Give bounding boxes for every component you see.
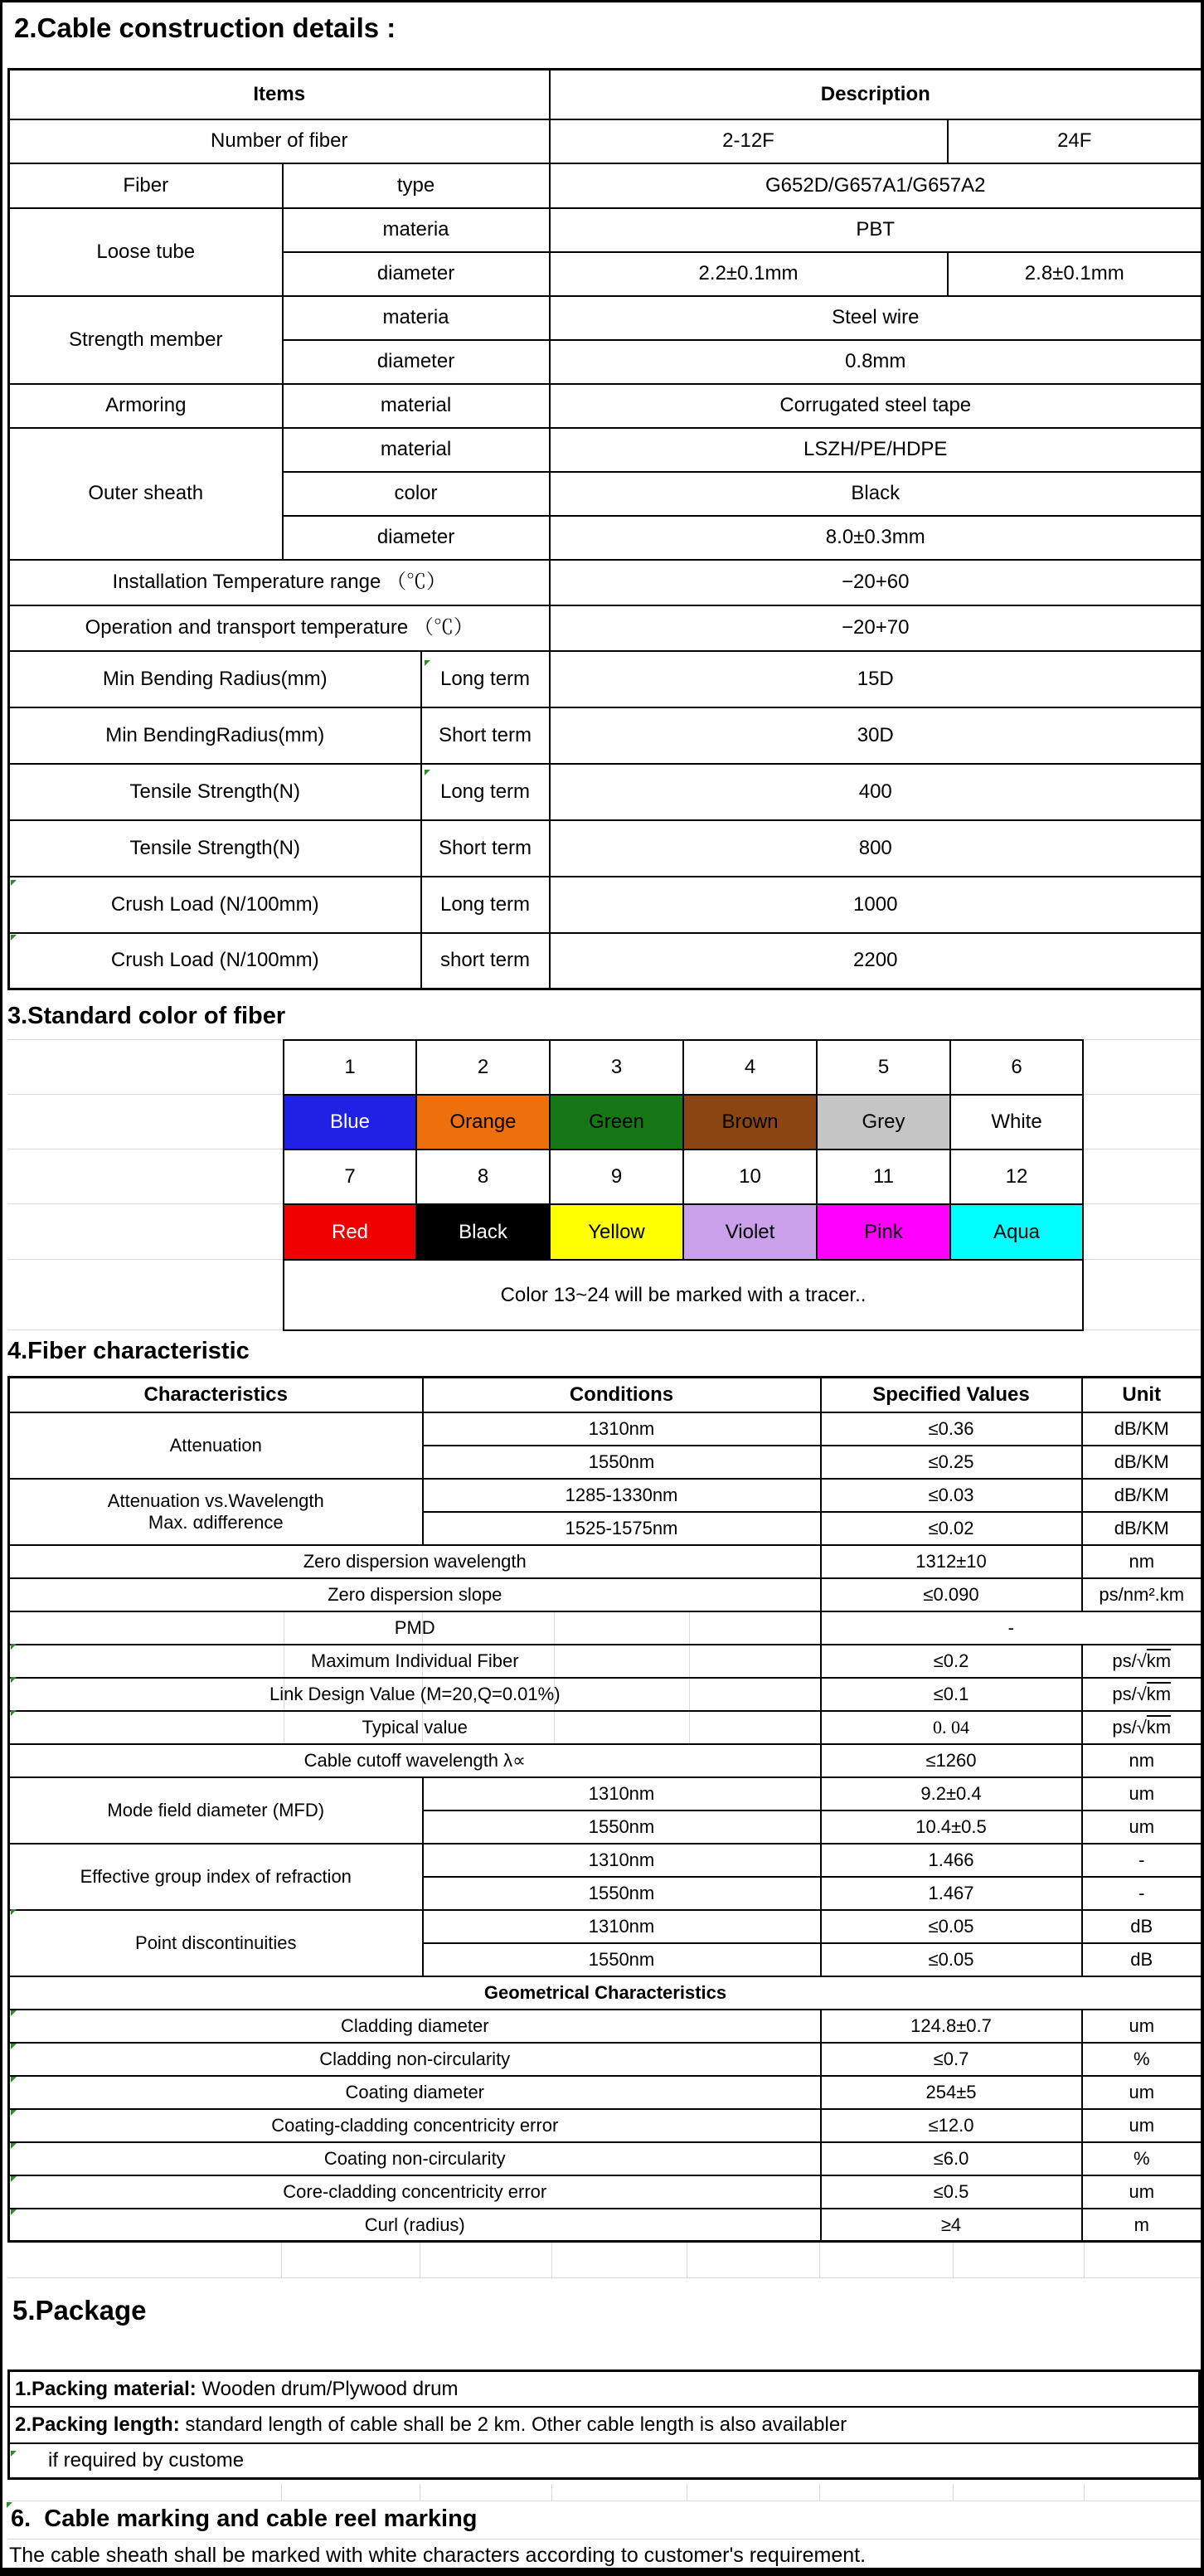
table-row — [9, 1545, 1202, 1578]
table-row — [9, 1744, 1202, 1777]
unit-cell: dB — [1082, 1943, 1202, 1976]
row-label: Cable cutoff wavelength λ∝ — [9, 1744, 821, 1777]
cell-value: 15D — [550, 651, 1202, 707]
value-cell: ≤0.05 — [821, 1943, 1082, 1976]
fiber-number: 11 — [817, 1149, 950, 1204]
section3-title: 3.Standard color of fiber — [7, 1003, 286, 1029]
table-row — [9, 70, 1202, 119]
row-label: Min Bending Radius(mm) — [9, 651, 421, 707]
unit-cell: dB/KM — [1082, 1412, 1202, 1446]
unit-cell: % — [1082, 2142, 1202, 2175]
condition-cell: 1310nm — [423, 1412, 821, 1446]
unit-cell: um — [1082, 2109, 1202, 2142]
cell-value: 800 — [550, 820, 1202, 877]
value-cell: 0. 04 — [821, 1711, 1082, 1744]
table-row — [9, 651, 1202, 707]
condition-cell: 1550nm — [423, 1446, 821, 1479]
table-row — [284, 1095, 1083, 1149]
table-row — [9, 2043, 1202, 2076]
fiber-color-swatch: Green — [550, 1095, 683, 1149]
cell-flag-triangle — [11, 880, 17, 886]
unit-cell: % — [1082, 2043, 1202, 2076]
cell-flag-triangle — [11, 2176, 17, 2182]
unit-cell: um — [1082, 2175, 1202, 2209]
table-row — [9, 1378, 1202, 1412]
unit-cell: um — [1082, 1810, 1202, 1844]
condition-cell: 1310nm — [423, 1910, 821, 1943]
unit-cell: um — [1082, 2010, 1202, 2043]
row-label: Coating-cladding concentricity error — [9, 2109, 821, 2142]
cell-flag-triangle — [11, 1677, 17, 1683]
cell-value: 0.8mm — [550, 340, 1202, 384]
table-row — [9, 1777, 1202, 1810]
row-label: Cladding diameter — [9, 2010, 821, 2043]
col-header-specified-values: Specified Values — [821, 1378, 1082, 1412]
table-row — [9, 764, 1202, 820]
empty-grid-strip — [7, 2243, 1201, 2278]
cell-flag-triangle — [11, 1909, 17, 1915]
table-row — [9, 119, 1202, 163]
fiber-color-swatch: Pink — [817, 1204, 950, 1260]
value-cell: ≤0.36 — [821, 1412, 1082, 1446]
cell-flag-triangle — [11, 2110, 17, 2116]
table-row — [9, 877, 1202, 933]
fiber-color-table — [283, 1039, 1084, 1331]
row-label: PMD — [9, 1611, 821, 1645]
row-label: Effective group index of refraction — [9, 1844, 423, 1910]
table-row — [9, 296, 1202, 340]
table-row — [284, 1149, 1083, 1204]
table-row — [9, 820, 1202, 877]
term-cell: Long term — [421, 877, 550, 933]
value-cell: 10.4±0.5 — [821, 1810, 1082, 1844]
row-label: Fiber — [9, 163, 283, 208]
cell-flag-triangle — [11, 2209, 17, 2215]
grid-line — [7, 2539, 1201, 2540]
table-row — [9, 933, 1202, 989]
row-label: Point discontinuities — [9, 1910, 423, 1976]
value-cell: ≤0.1 — [821, 1678, 1082, 1711]
row-sublabel: materia — [283, 296, 550, 340]
row-label: Number of fiber — [9, 119, 550, 163]
row-sublabel: type — [283, 163, 550, 208]
unit-cell: dB/KM — [1082, 1512, 1202, 1545]
value-cell: ≤0.25 — [821, 1446, 1082, 1479]
value-cell: ≤0.05 — [821, 1910, 1082, 1943]
condition-cell: 1310nm — [423, 1777, 821, 1810]
fiber-number: 7 — [284, 1149, 416, 1204]
cell-value: 8.0±0.3mm — [550, 516, 1202, 560]
cell-flag-triangle — [425, 660, 430, 666]
row-sublabel: diameter — [283, 340, 550, 384]
fiber-color-swatch: Blue — [284, 1095, 416, 1149]
empty-grid-strip — [7, 2484, 1201, 2501]
row-label: Attenuation — [9, 1412, 423, 1479]
condition-cell: 1550nm — [423, 1810, 821, 1844]
geometrical-header: Geometrical Characteristics — [9, 1976, 1202, 2010]
table-row — [9, 428, 1202, 472]
cell-flag-triangle — [11, 935, 17, 940]
value-cell: 124.8±0.7 — [821, 2010, 1082, 2043]
table-row — [9, 384, 1202, 428]
cell-value: PBT — [550, 208, 1202, 252]
cell-value: 24F — [948, 119, 1202, 163]
fiber-number: 10 — [683, 1149, 817, 1204]
unit-cell: ps/nm².km — [1082, 1578, 1202, 1611]
fiber-number: 8 — [416, 1149, 550, 1204]
row-label: Tensile Strength(N) — [9, 764, 421, 820]
table-row — [9, 1844, 1202, 1877]
condition-cell: 1285-1330nm — [423, 1479, 821, 1512]
bottom-border-bar — [2, 2568, 1201, 2576]
table-row — [9, 1645, 1202, 1678]
cell-value: 400 — [550, 764, 1202, 820]
col-header-conditions: Conditions — [423, 1378, 821, 1412]
section4-title: 4.Fiber characteristic — [7, 1338, 250, 1364]
col-header-unit: Unit — [1082, 1378, 1202, 1412]
col-header-description: Description — [550, 70, 1202, 119]
row-label — [9, 1479, 423, 1545]
cell-flag-triangle — [11, 1644, 17, 1650]
value-cell: ≤0.5 — [821, 2175, 1082, 2209]
fiber-color-swatch: Yellow — [550, 1204, 683, 1260]
cell-flag-triangle — [7, 2502, 12, 2508]
value-cell: 1312±10 — [821, 1545, 1082, 1578]
cell-flag-triangle — [425, 770, 430, 775]
term-cell: short term — [421, 933, 550, 989]
condition-cell: 1550nm — [423, 1877, 821, 1910]
unit-cell: - — [1082, 1844, 1202, 1877]
cell-value: −20+70 — [550, 605, 1202, 651]
condition-cell: 1550nm — [423, 1943, 821, 1976]
row-sublabel: diameter — [283, 252, 550, 296]
row-label: Curl (radius) — [9, 2209, 821, 2242]
unit-cell: m — [1082, 2209, 1202, 2242]
table-row — [9, 1910, 1202, 1943]
row-label: Zero dispersion wavelength — [9, 1545, 821, 1578]
table-row — [284, 1040, 1083, 1095]
fiber-color-swatch: Orange — [416, 1095, 550, 1149]
cell-flag-triangle — [11, 2010, 17, 2016]
cell-value: 2200 — [550, 933, 1202, 989]
packing-material-label: 1.Packing material: — [15, 2377, 197, 2400]
fiber-number: 4 — [683, 1040, 817, 1095]
color-note: Color 13~24 will be marked with a tracer.. — [284, 1260, 1083, 1330]
row-label: Mode field diameter (MFD) — [9, 1777, 423, 1844]
row-label: Zero dispersion slope — [9, 1578, 821, 1611]
row-label: Cladding non-circularity — [9, 2043, 821, 2076]
row-sublabel: material — [283, 428, 550, 472]
unit-cell: um — [1082, 2076, 1202, 2109]
row-label: Typical value — [9, 1711, 821, 1744]
package-box — [7, 2369, 1201, 2480]
row-label-line2: Max. αdifference — [148, 1511, 284, 1533]
term-cell: Long term — [421, 651, 550, 707]
cell-flag-triangle — [11, 2044, 17, 2049]
value-cell: ≤12.0 — [821, 2109, 1082, 2142]
row-label: Installation Temperature range （℃） — [9, 560, 550, 605]
table-row — [9, 1578, 1202, 1611]
construction-table — [7, 68, 1203, 990]
row-sublabel: material — [283, 384, 550, 428]
table-row — [284, 1260, 1083, 1330]
cell-flag-triangle — [11, 1710, 17, 1716]
table-row — [9, 605, 1202, 651]
unit-cell: nm — [1082, 1545, 1202, 1578]
value-cell: ≤6.0 — [821, 2142, 1082, 2175]
cell-value: LSZH/PE/HDPE — [550, 428, 1202, 472]
value-cell: ≤1260 — [821, 1744, 1082, 1777]
term-cell: Long term — [421, 764, 550, 820]
fiber-color-swatch: Red — [284, 1204, 416, 1260]
section2-title: 2.Cable construction details : — [14, 12, 396, 43]
cell-value: 2-12F — [550, 119, 948, 163]
table-row — [9, 1678, 1202, 1711]
cell-flag-triangle — [11, 2077, 17, 2083]
table-row — [9, 707, 1202, 764]
packing-material-row — [10, 2372, 1198, 2408]
row-label: Coating non-circularity — [9, 2142, 821, 2175]
packing-material-value: Wooden drum/Plywood drum — [196, 2377, 459, 2400]
table-row — [9, 2209, 1202, 2242]
fiber-characteristics-table — [7, 1376, 1203, 2243]
condition-cell: 1525-1575nm — [423, 1512, 821, 1545]
row-label: Operation and transport temperature （℃） — [9, 605, 550, 651]
packing-note-row — [10, 2444, 1198, 2477]
table-row — [9, 2109, 1202, 2142]
unit-cell: um — [1082, 1777, 1202, 1810]
fiber-color-swatch: White — [950, 1095, 1083, 1149]
value-cell: ≤0.7 — [821, 2043, 1082, 2076]
table-row — [9, 163, 1202, 208]
fiber-number: 3 — [550, 1040, 683, 1095]
fiber-number: 1 — [284, 1040, 416, 1095]
cell-flag-triangle — [11, 2451, 17, 2457]
cell-value: 30D — [550, 707, 1202, 764]
cell-value: G652D/G657A1/G657A2 — [550, 163, 1202, 208]
unit-cell: dB — [1082, 1910, 1202, 1943]
table-row — [9, 1976, 1202, 2010]
table-row — [9, 2076, 1202, 2109]
value-cell: ≥4 — [821, 2209, 1082, 2242]
table-row — [9, 2175, 1202, 2209]
packing-length-value: standard length of cable shall be 2 km. Other cable length is also availabler — [179, 2413, 847, 2436]
fiber-number: 6 — [950, 1040, 1083, 1095]
row-label: Min BendingRadius(mm) — [9, 707, 421, 764]
value-cell: 1.466 — [821, 1844, 1082, 1877]
term-cell: Short term — [421, 707, 550, 764]
row-label: Strength member — [9, 296, 283, 384]
unit-cell: - — [1082, 1877, 1202, 1910]
fiber-number: 5 — [817, 1040, 950, 1095]
col-header-characteristics: Characteristics — [9, 1378, 423, 1412]
row-label: Outer sheath — [9, 428, 283, 560]
term-cell: Short term — [421, 820, 550, 877]
unit-cell: ps/√km — [1082, 1711, 1202, 1744]
table-row — [9, 1412, 1202, 1446]
fiber-number: 9 — [550, 1149, 683, 1204]
table-row — [284, 1204, 1083, 1260]
unit-cell: dB/KM — [1082, 1479, 1202, 1512]
row-label: Maximum Individual Fiber — [9, 1645, 821, 1678]
table-row — [9, 560, 1202, 605]
row-label: Link Design Value (M=20,Q=0.01%) — [9, 1678, 821, 1711]
value-cell: 9.2±0.4 — [821, 1777, 1082, 1810]
cell-value: Steel wire — [550, 296, 1202, 340]
condition-cell: 1310nm — [423, 1844, 821, 1877]
row-label: Tensile Strength(N) — [9, 820, 421, 877]
row-label: Loose tube — [9, 208, 283, 296]
row-label: Coating diameter — [9, 2076, 821, 2109]
row-label-line1: Attenuation vs.Wavelength — [107, 1490, 324, 1512]
fiber-number: 2 — [416, 1040, 550, 1095]
fiber-color-swatch: Violet — [683, 1204, 817, 1260]
fiber-color-swatch: Grey — [817, 1095, 950, 1149]
cell-value: −20+60 — [550, 560, 1202, 605]
value-cell: ≤0.2 — [821, 1645, 1082, 1678]
packing-note-text: if required by custome — [48, 2449, 245, 2472]
unit-cell: ps/√km — [1082, 1645, 1202, 1678]
table-row — [9, 1611, 1202, 1645]
value-cell: ≤0.090 — [821, 1578, 1082, 1611]
fiber-number: 12 — [950, 1149, 1083, 1204]
row-label: Core-cladding concentricity error — [9, 2175, 821, 2209]
row-label: Crush Load (N/100mm) — [9, 877, 421, 933]
row-label: Armoring — [9, 384, 283, 428]
table-row — [9, 1479, 1202, 1512]
packing-length-row — [10, 2408, 1198, 2444]
value-cell: 254±5 — [821, 2076, 1082, 2109]
table-row — [9, 208, 1202, 252]
unit-cell: ps/√km — [1082, 1678, 1202, 1711]
cell-value: 2.8±0.1mm — [948, 252, 1202, 296]
row-sublabel: diameter — [283, 516, 550, 560]
col-header-items: Items — [9, 70, 550, 119]
value-cell: 1.467 — [821, 1877, 1082, 1910]
cell-value: Black — [550, 472, 1202, 516]
section5-title: 5.Package — [12, 2295, 147, 2326]
fiber-color-swatch: Brown — [683, 1095, 817, 1149]
unit-cell: nm — [1082, 1744, 1202, 1777]
cell-value: Corrugated steel tape — [550, 384, 1202, 428]
row-sublabel: materia — [283, 208, 550, 252]
value-cell: - — [821, 1611, 1202, 1645]
packing-length-label: 2.Packing length: — [15, 2413, 180, 2436]
section6-title: 6. Cable marking and cable reel marking — [11, 2506, 478, 2532]
table-row — [9, 1711, 1202, 1744]
fiber-color-swatch: Black — [416, 1204, 550, 1260]
row-label: Crush Load (N/100mm) — [9, 933, 421, 989]
cell-value: 2.2±0.1mm — [550, 252, 948, 296]
fiber-color-swatch: Aqua — [950, 1204, 1083, 1260]
cell-flag-triangle — [11, 2143, 17, 2149]
table-row — [9, 2142, 1202, 2175]
unit-cell: dB/KM — [1082, 1446, 1202, 1479]
value-cell: ≤0.03 — [821, 1479, 1082, 1512]
section6-text: The cable sheath shall be marked with white characters according to customer's requirement. — [9, 2544, 867, 2567]
value-cell: ≤0.02 — [821, 1512, 1082, 1545]
row-sublabel: color — [283, 472, 550, 516]
cell-value: 1000 — [550, 877, 1202, 933]
table-row — [9, 2010, 1202, 2043]
